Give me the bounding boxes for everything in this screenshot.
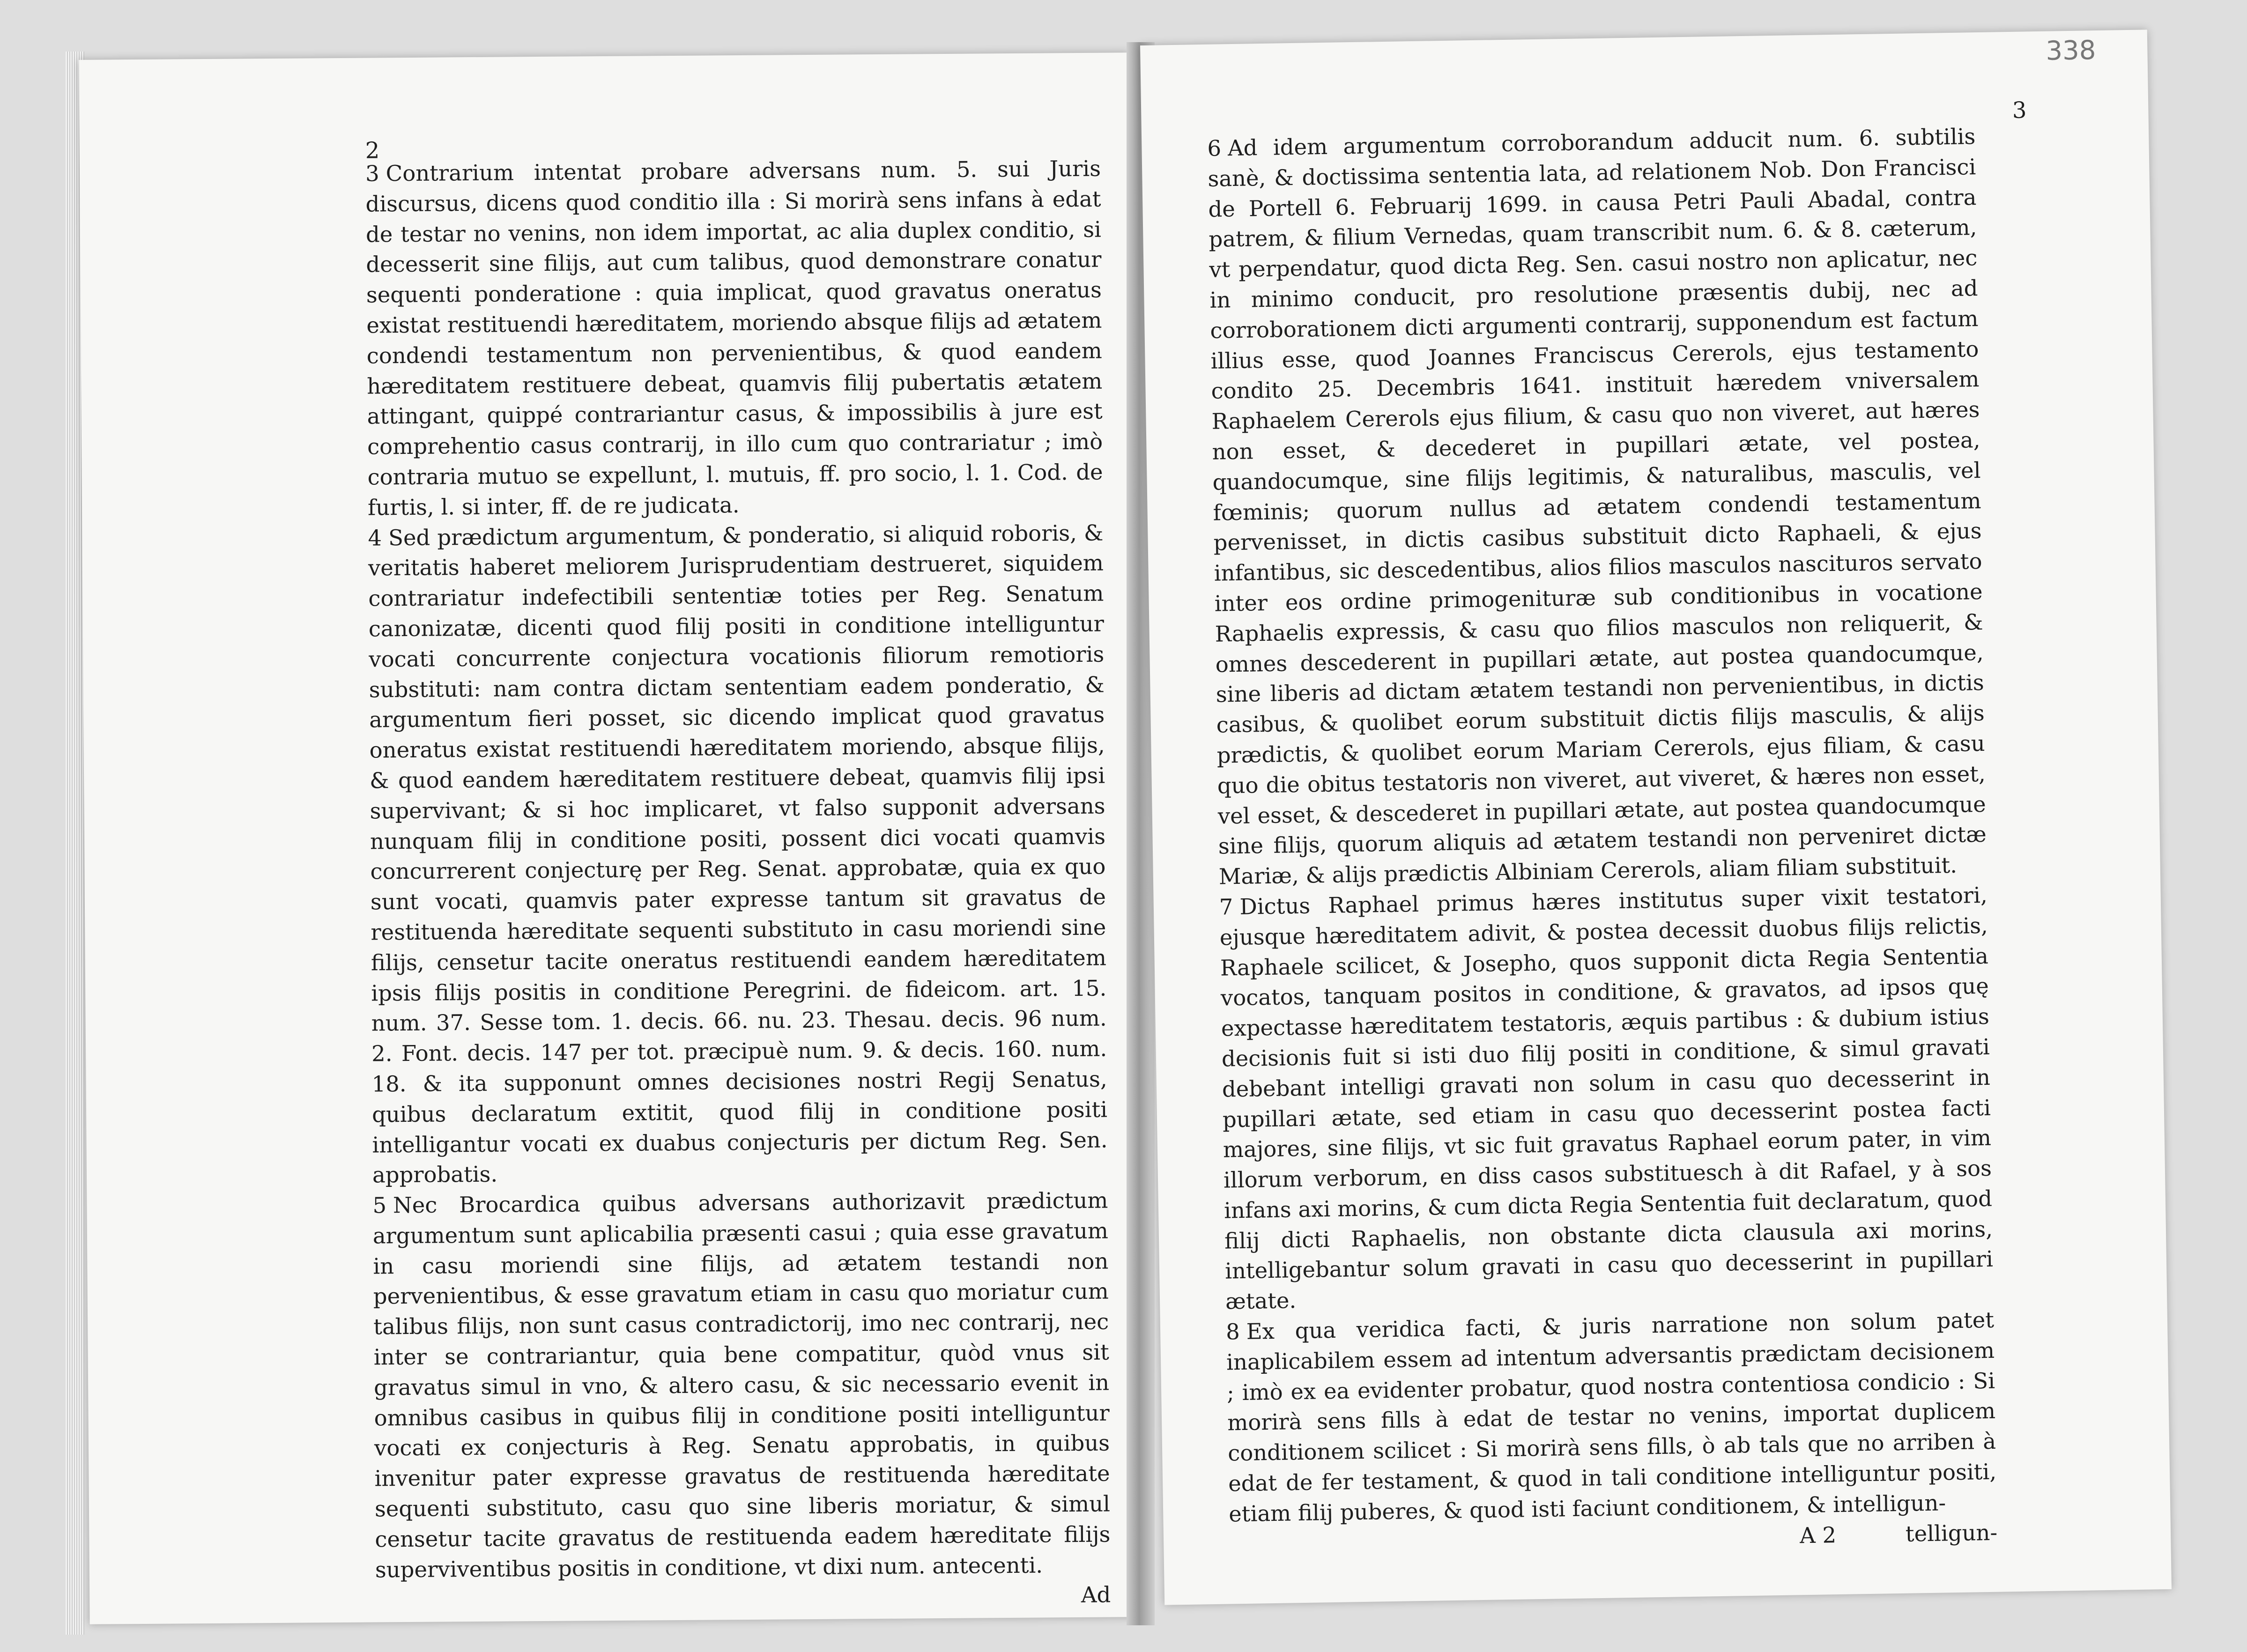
right-folio: 3 bbox=[2012, 97, 2027, 124]
paragraph-7 bbox=[1219, 880, 1994, 1317]
paragraph-6 bbox=[1207, 121, 1987, 892]
paragraph-text: Contrarium intentat probare adversans num. 5. sui Juris discursus, dicens quod conditio illa : Si morirà sens infans à edat de testar no venins, non idem importat, ac alia duplex conditio, si decesserit sine filijs, aut cum talibus, quod demonstrare conatur sequenti ponderatione : quia implicat, quod gravatus oneratus existat restituendi hæreditatem, moriendo absque filijs ad ætatem condendi testamentum non pervenientibus, & quod eandem hæreditatem restituere debeat, quamvis filij pubertatis ætatem attingant, quippé contrariantur casus, & impossibilis à jure est comprehentio casus contrarij, in illo cum quo contrariatur ; imò contraria mutuo se expellunt, l. mutuis, ff. pro socio, l. 1. Cod. de furtis, l. si inter, ff. de re judicata. bbox=[365, 156, 1103, 520]
left-text-block bbox=[365, 154, 1111, 1615]
paragraph-text: Ad idem argumentum corroborandum adducit num. 6. subtilis sanè, & doctissima sententia lata, ad relationem Nob. Don Francisci de Portell 6. Februarij 1699. in causa Petri Pauli Abadal, contra patrem, & filium Vernedas, quam transcribit num. 6. & 8. cæterum, vt perpendatur, quod dicta Reg. Sen. casui nostro non aplicatur, nec in minimo conducit, pro resolutione præsentis dubij, nec ad corroborationem dicti argumenti contrarij, supponendum est factum illius esse, quod Joannes Franciscus Cererols, ejus testamento condito 25. Decembris 1641. instituit hæredem vniversalem Raphaelem Cererols ejus filium, & casu quo non viveret, aut hæres non esset, & decederet in pupillari ætate, vel postea, quandocumque, sine filijs legitimis, & naturalibus, masculis, vel fœminis; quorum nullus ad ætatem condendi testamentum pervenisset, in dictis casibus substituit dicto Raphaeli, & ejus infantibus, sic descedentibus, alios filios masculos nascituros servato inter eos ordine primogenituræ sub conditionibus in vocatione Raphaelis expressis, & casu quo filios masculos non reliquerit, & omnes descederent in pupillari ætate, aut postea quandocumque, sine liberis ad dictam ætatem testandi non pervenientibus, in dictis casibus, & quolibet eorum substituit dictis filijs masculis, & alijs prædictis, & quolibet eorum Mariam Cererols, ejus filiam, & casu quo die obitus testatoris non viveret, aut viveret, & hæres non esset, vel esset, & descederet in pupillari ætate, aut postea quandocumque sine filijs, quorum aliquis ad ætatem testandi non perveniret dictæ Mariæ, & alijs prædictis Albiniam Cererols, aliam filiam substituit. bbox=[1208, 124, 1987, 889]
left-folio: 2 bbox=[365, 137, 380, 164]
right-catchword: telligun- bbox=[1905, 1519, 1998, 1547]
paragraph-text: Dictus Raphael primus hæres institutus super vixit testatori, ejusque hæreditatem adivit, & postea decessit duobus filijs relictis, Raphaele scilicet, & Josepho, quos supponit dicta Regia Sententia vocatos, tanquam positos in conditione, & gravatos, ad ipsos quę expectasse hæreditatem testatoris, æquis partibus : & dubium istius decisionis fuit si isti duo filij positi in conditione, & simul gravati debebant intelligi gravati non solum in casu quo decesserint in pupillari ætate, sed etiam in casu quo decesserint postea facti majores, sine filijs, vt sic fuit gravatus Raphael eorum pater, in vim illorum verborum, en diss casos substituesch à dit Rafael, y à sos infans axi morins, & cum dicta Regia Sententia fuit declaratum, quod filij dicti Raphaelis, non obstante dicta clausula axi morins, intelligebantur solum gravati in casu quo decesserint in pupillari ætate. bbox=[1219, 882, 1994, 1314]
paragraph-5 bbox=[372, 1185, 1111, 1585]
paragraph-text: Nec Brocardica quibus adversans authorizavit prædictum argumentum sunt aplicabilia præsenti casui ; quia esse gravatum in casu moriendi sine filijs, ad ætatem testandi non pervenientibus, & esse gravatum etiam in casu quo moriatur cum talibus filijs, non sunt casus contradictorij, imo nec contrarij, nec inter se contrariantur, quia bene compatitur, quòd vnus sit gravatus simul in vno, & altero casu, & sic necessario evenit in omnibus casibus in quibus filij in conditione positi intelliguntur vocati ex conjecturis à Reg. Senatu approbatis, in quibus invenitur pater expresse gravatus de restituenda hæreditate sequenti substituto, casu quo sine liberis moriatur, & simul censetur tacite gravatus de restituenda eadem hæreditate filijs superviventibus positis in conditione, vt dixi num. antecenti. bbox=[372, 1187, 1111, 1583]
paragraph-number: 4 bbox=[368, 525, 382, 551]
paragraph-4 bbox=[368, 518, 1108, 1190]
left-catchword: Ad bbox=[1081, 1582, 1111, 1608]
right-page bbox=[1140, 30, 2172, 1605]
paragraph-number: 3 bbox=[365, 161, 379, 186]
archive-number: 338 bbox=[2046, 35, 2096, 67]
paragraph-text: Sed prædictum argumentum, & ponderatio, si aliquid roboris, & veritatis haberet meliorem Jurisprudentiam destrueret, siquidem contrariatur indefectibili sententiæ toties per Reg. Senatum canonizatæ, dicenti quod filij positi in conditione intelliguntur vocati concurrente conjectura vocationis filiorum remotioris substituti: nam contra dictam sententiam eadem ponderatio, & argumentum fieri posset, sic dicendo implicat quod gravatus oneratus existat restituendi hæreditatem moriendo, absque filijs, & quod eandem hæreditatem restituere debeat, quamvis filij ipsi supervivant; & si hoc implicaret, vt falso supponit adversans nunquam filij in conditione positi, possent dici vocati quamvis concurrerent conjecturę per Reg. Senat. approbatæ, quia ex quo sunt vocati, quamvis pater expresse tantum sit gravatus de restituenda hæreditate sequenti substituto in casu moriendi sine filijs, censetur tacite oneratus restituendi eandem hæreditatem ipsis filijs positis in conditione Peregrini. de fideicom. art. 15. num. 37. Sesse tom. 1. decis. 66. nu. 23. Thesau. decis. 96 num. 2. Font. decis. 147 per tot. præcipuè num. 9. & decis. 160. num. 18. & ita supponunt omnes decisiones nostri Regij Senatus, quibus declaratum extitit, quod filij in conditione positi intelligantur vocati ex duabus conjecturis per dictum Reg. Sen. approbatis. bbox=[368, 520, 1108, 1188]
signature-mark: A 2 bbox=[1799, 1522, 1837, 1548]
paragraph-number: 8 bbox=[1225, 1319, 1240, 1345]
paragraph-3 bbox=[365, 154, 1103, 523]
paragraph-number: 7 bbox=[1219, 894, 1233, 920]
right-text-block bbox=[1207, 121, 1998, 1560]
paragraph-text: Ex qua veridica facti, & juris narratione non solum patet inaplicabilem essem ad intentum adversantis prædictam decisionem ; imò ex ea evidenter probatur, quod nostra contentiosa condicio : Si morirà sens fills à edat de testar no venins, importat duplicem conditionem scilicet : Si morirà sens fills, ò ab tals que no arriben à edat de fer testament, & quod in tali conditione intelliguntur positi, etiam filij puberes, & quod isti faciunt conditionem, & intelligun- bbox=[1226, 1307, 1997, 1527]
paragraph-8 bbox=[1226, 1305, 1997, 1529]
paragraph-number: 5 bbox=[372, 1193, 387, 1218]
left-page bbox=[79, 52, 1139, 1624]
paragraph-number: 6 bbox=[1207, 135, 1222, 161]
